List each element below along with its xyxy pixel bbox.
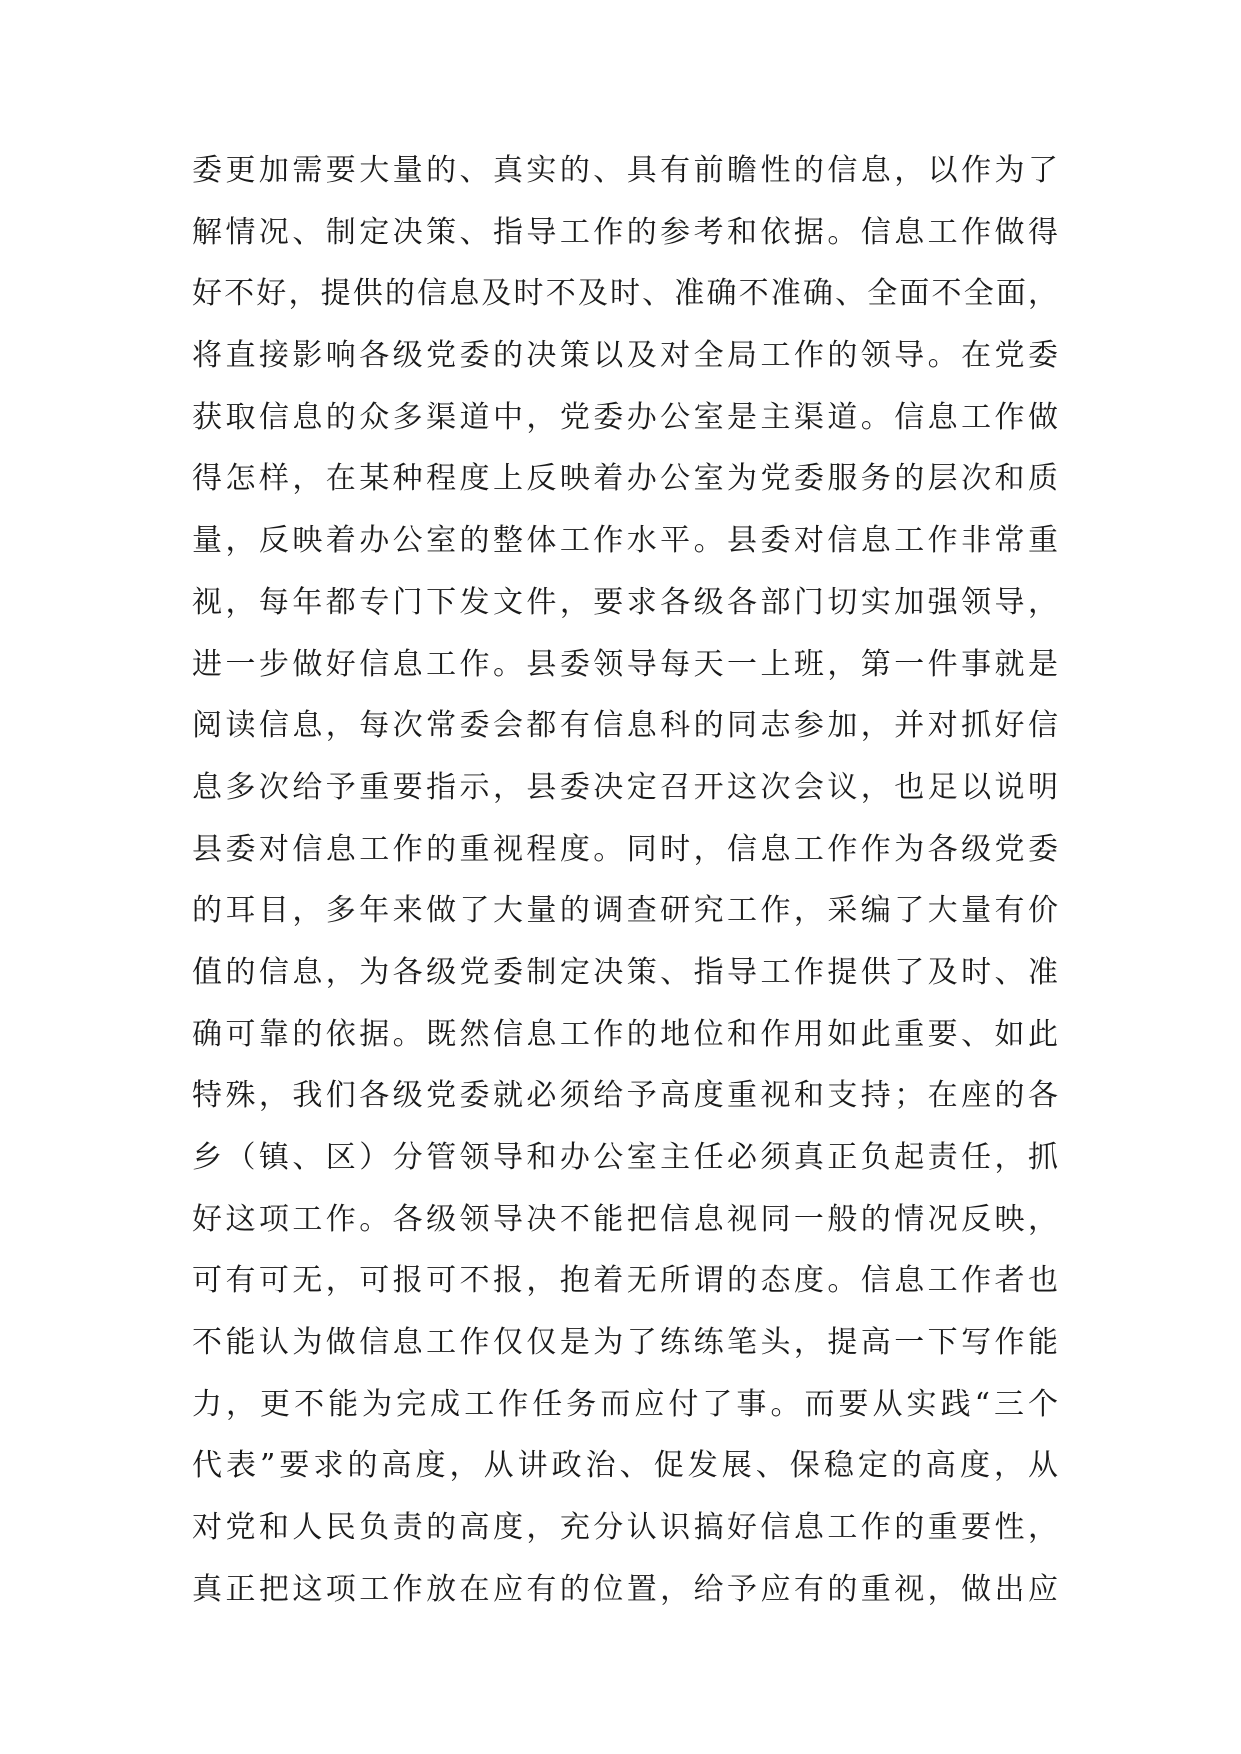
text-line: 进一步做好信息工作。县委领导每天一上班，第一件事就是 — [192, 646, 1058, 682]
text-line: 视，每年都专门下发文件，要求各级各部门切实加强领导， — [192, 584, 1058, 620]
text-line: 委更加需要大量的、真实的、具有前瞻性的信息，以作为了 — [192, 153, 1058, 188]
text-line: 好这项工作。各级领导决不能把信息视同一般的情况反映， — [192, 1201, 1058, 1237]
text-line: 息多次给予重要指示，县委决定召开这次会议，也足以说明 — [192, 769, 1058, 805]
text-line: 好不好，提供的信息及时不及时、准确不准确、全面不全面， — [192, 276, 1058, 312]
text-line: 将直接影响各级党委的决策以及对全局工作的领导。在党委 — [192, 338, 1058, 374]
body-paragraph — [192, 140, 1058, 1621]
text-line: 值的信息，为各级党委制定决策、指导工作提供了及时、准 — [192, 954, 1058, 990]
text-line: 代表”要求的高度，从讲政治、促发展、保稳定的高度，从 — [192, 1448, 1058, 1484]
text-line: 解情况、制定决策、指导工作的参考和依据。信息工作做得 — [192, 214, 1058, 250]
text-line: 特殊，我们各级党委就必须给予高度重视和支持；在座的各 — [192, 1078, 1058, 1114]
text-line: 真正把这项工作放在应有的位置，给予应有的重视，做出应 — [192, 1571, 1058, 1607]
text-line: 乡（镇、区）分管领导和办公室主任必须真正负起责任，抓 — [192, 1140, 1058, 1175]
text-line: 力，更不能为完成工作任务而应付了事。而要从实践“三个 — [192, 1386, 1058, 1422]
text-line: 得怎样，在某种程度上反映着办公室为党委服务的层次和质 — [192, 461, 1058, 497]
text-line: 不能认为做信息工作仅仅是为了练练笔头，提高一下写作能 — [192, 1325, 1058, 1361]
text-line: 的耳目，多年来做了大量的调查研究工作，采编了大量有价 — [192, 893, 1058, 929]
text-line: 阅读信息，每次常委会都有信息科的同志参加，并对抓好信 — [192, 708, 1058, 744]
text-line: 量，反映着办公室的整体工作水平。县委对信息工作非常重 — [192, 523, 1058, 559]
text-line: 获取信息的众多渠道中，党委办公室是主渠道。信息工作做 — [192, 399, 1058, 435]
text-line: 县委对信息工作的重视程度。同时，信息工作作为各级党委 — [192, 831, 1058, 867]
text-line: 确可靠的依据。既然信息工作的地位和作用如此重要、如此 — [192, 1016, 1058, 1052]
text-line: 可有可无，可报可不报，抱着无所谓的态度。信息工作者也 — [192, 1263, 1058, 1299]
text-line: 对党和人民负责的高度，充分认识搞好信息工作的重要性， — [192, 1510, 1058, 1546]
